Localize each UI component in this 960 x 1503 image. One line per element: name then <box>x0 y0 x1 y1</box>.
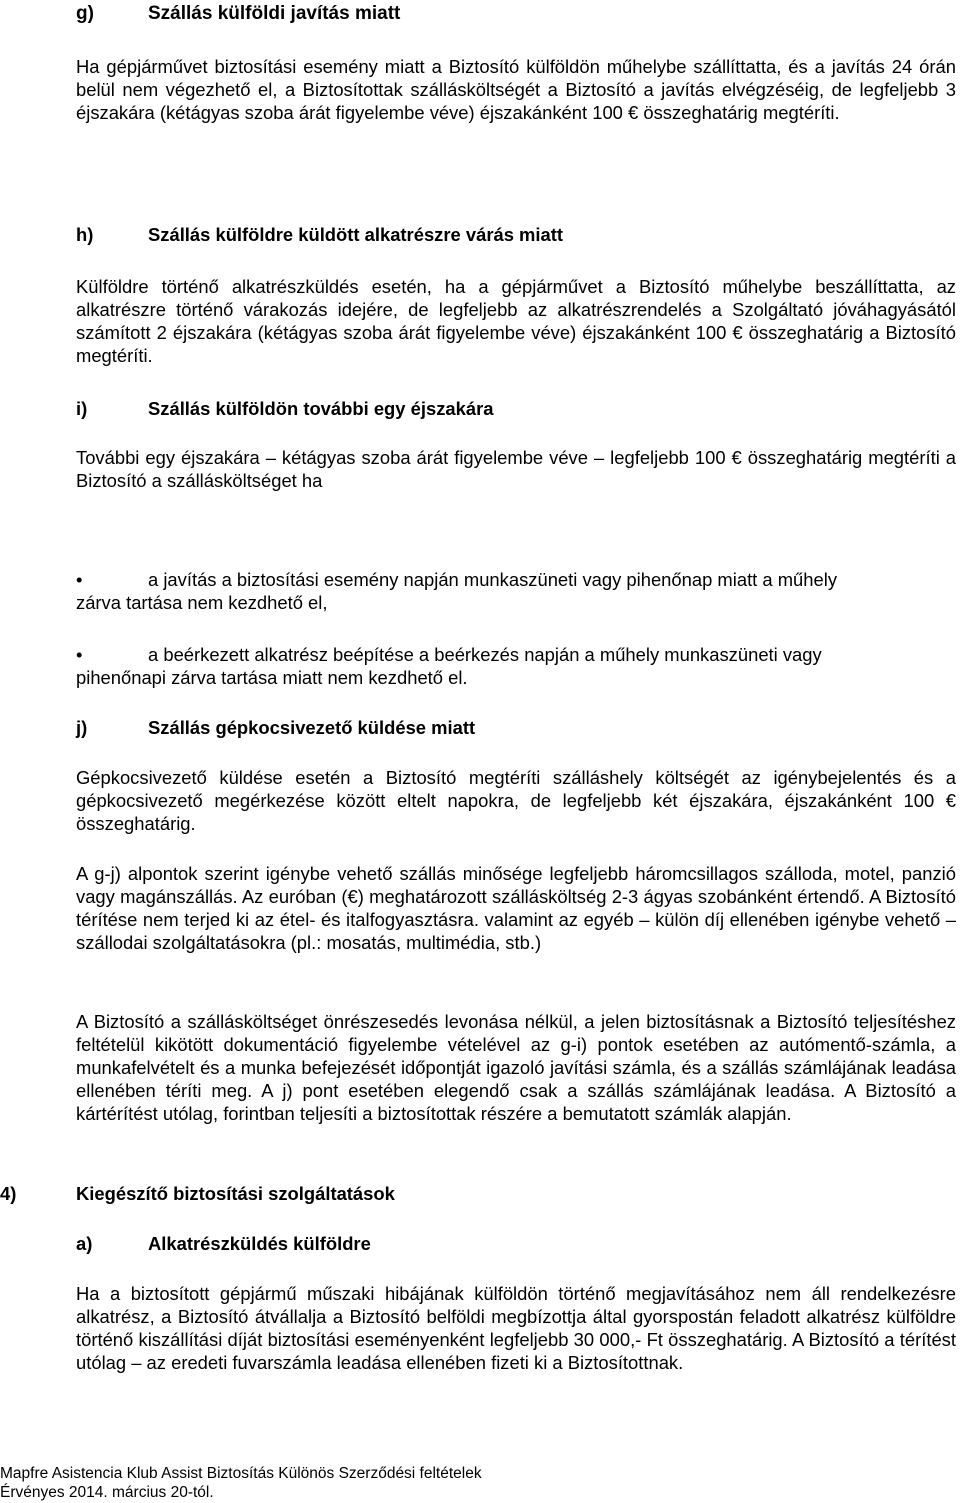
section-i-letter: i) <box>76 398 88 419</box>
bullet-item-1-rest: zárva tartása nem kezdhető el, <box>76 592 328 613</box>
footer-line-2: Érvényes 2014. március 20-tól. <box>0 1484 214 1501</box>
section-h-body: Külföldre történő alkatrészküldés esetén, ha a gépjárművet a Biztosító műhelybe beszállíttatta, az alkatrészre történő várakozás idejére, de legfeljebb az alkatrészrendelés a Szolgáltató jóváhagyásától számított 2 éjszakára (kétágyas szoba árát figyelembe véve) éjszakánként 100 € összeghatárig a Biztosító megtéríti. <box>76 276 956 366</box>
bullet-item-2-rest: pihenőnapi zárva tartása miatt nem kezdhető el. <box>76 667 468 688</box>
section-j-note-1: A g-j) alpontok szerint igénybe vehető szállás minősége legfeljebb háromcsillagos szálloda, motel, panzió vagy magánszállás. Az euróban (€) meghatározott szállásköltség 2-3 ágyas szobánként értendő. A Biztosító térítése nem terjed ki az étel- és italfogyasztásra. valamint az egyéb – külön díj ellenében igénybe vehető – szállodai szolgáltatásokra (pl.: mosatás, multimédia, stb.) <box>76 863 956 953</box>
section-h-heading <box>76 223 563 246</box>
section-g-letter: g) <box>76 3 94 24</box>
bullet-item-1 <box>76 568 956 614</box>
section-4-number: 4) <box>0 1183 17 1204</box>
bullet-marker: • <box>76 644 83 665</box>
section-j-note-2: A Biztosító a szállásköltséget önrészesedés levonása nélkül, a jelen biztosításnak a Biztosító teljesítéshez feltételül kikötött dokumentáció figyelembe vételével az g-i) pontok esetében az autómentő-számla, a munkafelvételt és a munka befejezését időpontját igazoló javítási számla, és a szállás számlájának leadása ellenében téríti meg. A j) pont esetében elegendő csak a szállás számlájának leadása. A Biztosító a kártérítést utólag, forintban teljesíti a biztosítottak részére a bemutatott számlák alapján. <box>76 1011 956 1124</box>
section-4-title: Kiegészítő biztosítási szolgáltatások <box>76 1183 395 1204</box>
section-j-title: Szállás gépkocsivezető küldése miatt <box>148 717 476 738</box>
section-h-title: Szállás külföldre küldött alkatrészre várás miatt <box>148 224 563 245</box>
bullet-item-1-first-line: a javítás a biztosítási esemény napján munkaszüneti vagy pihenőnap miatt a műhely <box>148 569 838 590</box>
section-g-title: Szállás külföldi javítás miatt <box>148 3 401 24</box>
bullet-item-2-first-line: a beérkezett alkatrész beépítése a beérkezés napján a műhely munkaszüneti vagy <box>148 644 822 665</box>
section-j-body: Gépkocsivezető küldése esetén a Biztosító megtéríti szálláshely költségét az igénybejelentés és a gépkocsivezető megérkezése között eltelt napokra, de legfeljebb két éjszakára, éjszakánként 100 € összeghatárig. <box>76 767 956 834</box>
section-4a-letter: a) <box>76 1233 93 1254</box>
section-4-heading <box>0 1182 395 1205</box>
section-j-heading <box>76 716 475 739</box>
section-4a-heading <box>76 1232 371 1255</box>
section-4a-title: Alkatrészküldés külföldre <box>148 1233 371 1254</box>
section-g-heading <box>76 2 400 25</box>
section-i-body: További egy éjszakára – kétágyas szoba árát figyelembe véve – legfeljebb 100 € összeghatárig megtéríti a Biztosító a szállásköltséget ha <box>76 447 956 491</box>
section-h-letter: h) <box>76 224 94 245</box>
section-j-letter: j) <box>76 717 88 738</box>
bullet-marker: • <box>76 569 83 590</box>
section-i-title: Szállás külföldön további egy éjszakára <box>148 398 494 419</box>
section-i-heading <box>76 397 493 420</box>
bullet-item-2 <box>76 643 956 689</box>
section-4a-body: Ha a biztosított gépjármű műszaki hibájának külföldön történő megjavításához nem áll rendelkezésre alkatrész, a Biztosító átvállalja a Biztosító belföldi megbízottja által gyorspostán feladott alkatrész külföldre történő kiszállítási díját biztosítási eseményenként legfeljebb 30 000,- Ft összeghatárig. A Biztosító a térítést utólag – az eredeti fuvarszámla leadása ellenében fizeti ki a Biztosítottnak. <box>76 1283 956 1373</box>
section-g-body: Ha gépjárművet biztosítási esemény miatt a Biztosító külföldön műhelybe szállíttatta, és a javítás 24 órán belül nem végezhető el, a Biztosítottak szállásköltségét a Biztosító a javítás elvégzéséig, de legfeljebb 3 éjszakára (kétágyas szoba árát figyelembe véve) éjszakánként 100 € összeghatárig megtéríti. <box>76 56 956 123</box>
footer-line-1: Mapfre Asistencia Klub Assist Biztosítás Különös Szerződési feltételek <box>0 1465 482 1482</box>
